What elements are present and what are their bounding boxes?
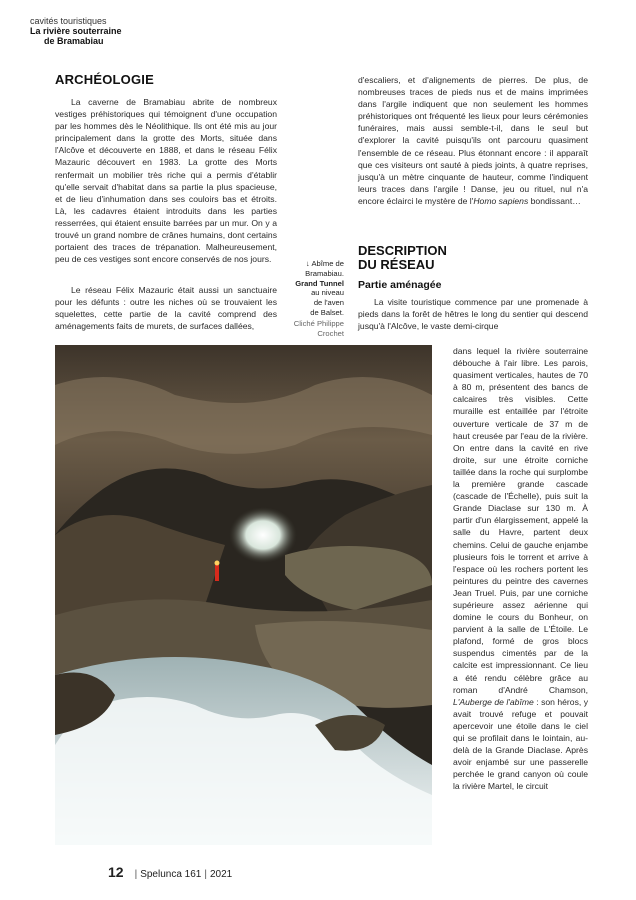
narrow-italic: L'Auberge de l'abîme bbox=[453, 696, 534, 707]
para3-end: bondissant… bbox=[528, 195, 581, 206]
caver-figure bbox=[215, 565, 219, 581]
caption-line-1 bbox=[306, 259, 344, 268]
caption-credit-1: Cliché Philippe bbox=[293, 318, 344, 328]
archeologie-paragraph-1 bbox=[55, 96, 277, 265]
footer-separator-1: | bbox=[134, 869, 138, 880]
down-arrow-icon: ↓ bbox=[305, 259, 310, 268]
description-para-narrow-text bbox=[453, 345, 588, 792]
magazine-name: Spelunca 161 bbox=[140, 869, 202, 880]
caption-text-1: Abîme de bbox=[311, 259, 344, 268]
footer-separator-2: | bbox=[204, 869, 207, 880]
page-number: 12 bbox=[108, 864, 124, 880]
archeologie-para3-text bbox=[358, 74, 588, 207]
caption-text-5: de Balset. bbox=[310, 307, 344, 317]
archeologie-para1-text: La caverne de Bramabiau abrite de nombreux vestiges préhistoriques qui témoignent d'une occupation par les hommes dès le Néolithique. Ils ont été mis au jour principalement dans la grotte des Morts, située dans l'Alcôve et découverte en 1888, et dans le réseau Félix Mazauric découvert en 1983. La grotte des Morts renfermait un mobilier très riche qui a permis d'établir qu'elle servait d'habitat dans sa partie la plus spacieuse, et de lieu d'inhumation dans ses couloirs bas et étroits. Là, les cadavres étaient introduits dans les parties resserrées, qui étaient ensuite barrées par un mur. On y a trouvé un grand nombre de crânes humains, dont certains portaient des traces de trépanation. Malheureusement, peu de ces vestiges sont encore conservés de nos jours. bbox=[55, 97, 277, 265]
caption-text-4: de l'aven bbox=[313, 298, 344, 308]
photo-caption bbox=[286, 259, 344, 338]
page-footer bbox=[108, 864, 232, 880]
description-paragraph-start bbox=[358, 296, 588, 332]
publication-year: 2021 bbox=[209, 869, 233, 880]
running-head-title: La rivière souterraine bbox=[30, 26, 122, 36]
caption-text-3: au niveau bbox=[311, 288, 344, 298]
archeologie-para2-text: Le réseau Félix Mazauric était aussi un sanctuaire pour les défunts : outre les niches où se trouvaient les squelettes, cette partie de la cavité comprend des aménagements faits de murets, de surfaces dallées, bbox=[55, 285, 277, 332]
caption-credit-2: Crochet bbox=[317, 328, 344, 338]
heading-description-line1: DESCRIPTION bbox=[358, 243, 447, 258]
narrow-end: : son héros, y avait trouvé refuge et pouvait apercevoir une étoile dans le ciel qui se profilait dans le lointain, au-delà de la Grande Diaclase. Après avoir enjambé sur une passerelle perchée le grand canyon où coule la rivière Martel, le circuit bbox=[453, 696, 588, 792]
heading-description bbox=[358, 244, 447, 272]
narrow-main: dans lequel la rivière souterraine débouche à l'air libre. Les parois, quasiment verticales, hautes de 70 à 80 m, présentent des bancs de calcaires très visibles. Cette muraille est entaillée par l'étroite ouverture verticale de 37 m de haut creusée par l'eau de la rivière. On entre dans la cavité en rive droite, sur une étroite corniche taillée dans la roche qui surplombe la première grande cascade (cascade de l'Échelle), puis suit la Grande Diaclase sur 130 m. À partir d'un élargissement, appelé la salle du Havre, partent deux chemins. Celui de gauche enjambe plusieurs fois le torrent et arrive à l'espace où les rochers portent les peintures du peintre des cavernes Jean Truel. Puis, par une corniche supérieure assez aérienne qui domine le cours du Bonheur, on parvient à la salle de L'Étoile. Le plafond, formé de gros blocs suspendus cimentés par de la calcite est impressionnant. Ce lieu a été rendu célèbre grâce au roman d'André Chamson, bbox=[453, 346, 588, 695]
caption-text-2: Bramabiau. bbox=[305, 268, 344, 278]
description-paragraph-narrow bbox=[453, 345, 588, 792]
caver-headlamp bbox=[215, 561, 220, 566]
cave-photo bbox=[55, 345, 432, 845]
para3-main: d'escaliers, et d'alignements de pierres. De plus, de nombreuses traces de pieds nus et de mains imprimées dans l'argile indiquent que non seulement les hommes préhistoriques ont fréquenté les lieux pour leurs cérémonies funéraires, mais aussi semble-t-il, dans le seul but d'explorer la cavité puisqu'ils ont parcouru quasiment l'ensemble de ce réseau. Plus étonnant encore : il apparaît que ces visiteurs ont sauté à pieds joints, à quatre reprises, jusqu'à un mètre cinquante de hauteur, comme l'indiquent leurs traces dans l'argile ! Danse, jeu ou rituel, nul n'a encore éclairci le mystère de l' bbox=[358, 75, 588, 206]
subheading-partie-amenagee: Partie aménagée bbox=[358, 279, 442, 291]
heading-description-line2: DU RÉSEAU bbox=[358, 257, 435, 272]
para3-italic: Homo sapiens bbox=[473, 195, 529, 206]
archeologie-paragraph-2 bbox=[55, 284, 277, 332]
running-head-section: cavités touristiques bbox=[30, 16, 107, 26]
heading-archeologie: ARCHÉOLOGIE bbox=[55, 72, 154, 87]
running-head-title-line2: de Bramabiau bbox=[44, 36, 104, 46]
description-para-start-text: La visite touristique commence par une promenade à pieds dans la forêt de hêtres le long du sentier qui descend jusqu'à l'Alcôve, le vaste demi-cirque bbox=[358, 297, 588, 332]
archeologie-paragraph-3 bbox=[358, 74, 588, 207]
caption-bold: Grand Tunnel bbox=[295, 278, 344, 288]
cave-photo-illustration bbox=[55, 345, 432, 845]
